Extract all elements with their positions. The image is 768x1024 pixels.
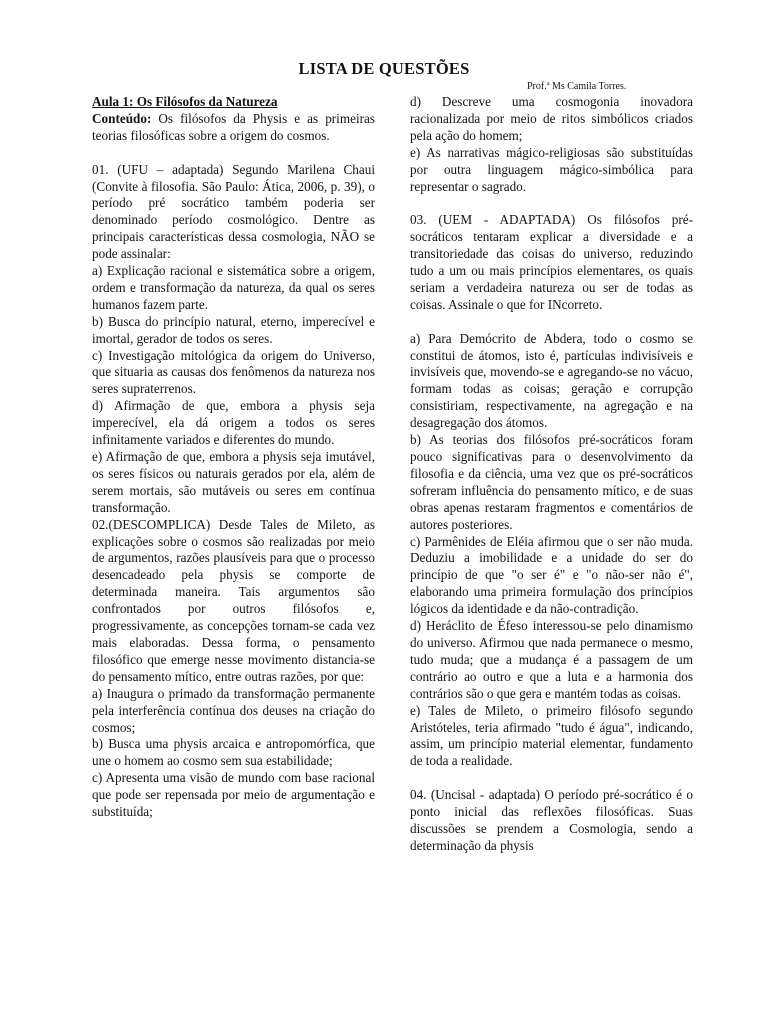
question-01-option-d: d) Afirmação de que, embora a physis seja imperecível, ela dá origem a todos os seres infinitamente variados e diferentes do mundo. <box>92 398 375 448</box>
question-02-option-c: c) Apresenta uma visão de mundo com base racional que pode ser repensada por meio de argumentação e substituída; <box>92 770 375 820</box>
question-02-option-e: e) As narrativas mágico-religiosas são substituídas por outra linguagem mágico-simbólica para representar o sagrado. <box>410 144 693 194</box>
right-column <box>410 94 693 855</box>
question-02-stem: 02.(DESCOMPLICA) Desde Tales de Mileto, as explicações sobre o cosmos são realizadas por meio de argumentos, razões plausíveis para que o processo desencadeado pela physis se comporte de determinada maneira. Tais argumentos são confrontados por outros filósofos e, progressivamente, as concepções tornam-se cada vez mais elaboradas. Dessa forma, o pensamento filosófico que emerge nesse movimento distancia-se do pensamento mítico, entre outras razões, por que: <box>92 516 375 684</box>
question-02-option-d: d) Descreve uma cosmogonia inovadora racionalizada por meio de ritos simbólicos criados pela ação do homem; <box>410 94 693 143</box>
page-title: LISTA DE QUESTÕES <box>298 59 470 78</box>
left-column <box>92 94 375 821</box>
question-03-option-a: a) Para Demócrito de Abdera, todo o cosmo se constitui de átomos, isto é, partículas indivisíveis e invisíveis que, movendo-se e agregando-se no vácuo, formam todas as coisas; geração e corrupção consistiriam, respectivamente, na agregação e na desagregação dos átomos. <box>410 330 693 431</box>
author-credit: Prof.ª Ms Camila Torres. <box>527 81 627 92</box>
question-04-stem: 04. (Uncisal - adaptada) O período pré-socrático é o ponto inicial das reflexões filosóficas. Suas discussões se prendem a Cosmologia, sendo a determinação da physis <box>410 787 693 853</box>
question-03-option-b: b) As teorias dos filósofos pré-socráticos foram pouco significativas para o desenvolvimento da filosofia e da ciência, uma vez que os pré-socráticos sofreram influência do pensamento mítico, e de suas obras apenas restaram fragmentos e comentários de autores posteriores. <box>410 432 693 532</box>
question-03-option-e: e) Tales de Mileto, o primeiro filósofo segundo Aristóteles, teria afirmado "tudo é água", indicando, assim, um princípio material elementar, fundamento de toda a realidade. <box>410 702 693 769</box>
question-03-stem: 03. (UEM - ADAPTADA) Os filósofos pré-socráticos tentaram explicar a diversidade e a transitoriedade das coisas do universo, reduzindo tudo a um ou mais princípios elementares, os quais seriam a verdadeira natureza ou ser de todas as coisas. Assinale o que for INcorreto. <box>410 212 693 312</box>
content-text: Os filósofos da Physis e as primeiras teorias filosóficas sobre a origem do cosmos. <box>92 110 375 143</box>
question-01-option-a: a) Explicação racional e sistemática sobre a origem, ordem e transformação da natureza, da qual os seres humanos fazem parte. <box>92 263 375 312</box>
spacer <box>410 770 693 787</box>
question-01-option-b: b) Busca do princípio natural, eterno, imperecível e imortal, gerador de todos os seres. <box>92 313 375 346</box>
spacer <box>410 195 693 212</box>
spacer <box>92 145 375 162</box>
question-02-option-b: b) Busca uma physis arcaica e antropomórfica, que une o homem ao cosmo sem sua estabilidade; <box>92 736 375 769</box>
question-01-option-c: c) Investigação mitológica da origem do Universo, que situaria as causas dos fenômenos da natureza nos seres supraterrenos. <box>92 347 375 397</box>
question-03-option-d: d) Heráclito de Éfeso interessou-se pelo dinamismo do universo. Afirmou que nada permanece o mesmo, tudo muda; que a mudança é a passagem de um contrário ao outro e que a luta e a harmonia dos contrários são o que gera e mantém todas as coisas. <box>410 618 693 701</box>
lesson-heading: Aula 1: Os Filósofos da Natureza <box>92 94 278 109</box>
question-01-option-e: e) Afirmação de que, embora a physis seja imutável, os seres físicos ou naturais gerados por ela, além de serem mortais, são mutáveis ou seres em contínua transformação. <box>92 449 375 515</box>
question-03-option-c: c) Parmênides de Eléia afirmou que o ser não muda. Deduziu a imobilidade e a unidade do ser do princípio de que "o ser é" e "o não-ser não é", elaborando uma primeira formulação dos princípios lógicos da identidade e da não-contradição. <box>410 533 693 617</box>
question-01-stem: 01. (UFU – adaptada) Segundo Marilena Chaui (Convite à filosofia. São Paulo: Ática, 2006, p. 39), o período pré socrático também poderia ser denominado período cosmológico. Dentre as principais características dessa cosmologia, NÃO se pode assinalar: <box>92 161 375 262</box>
question-02-option-a: a) Inaugura o primado da transformação permanente pela interferência contínua dos deuses na criação do cosmos; <box>92 685 375 735</box>
content-summary <box>92 111 375 145</box>
spacer <box>410 314 693 331</box>
content-label: Conteúdo: <box>92 110 152 126</box>
